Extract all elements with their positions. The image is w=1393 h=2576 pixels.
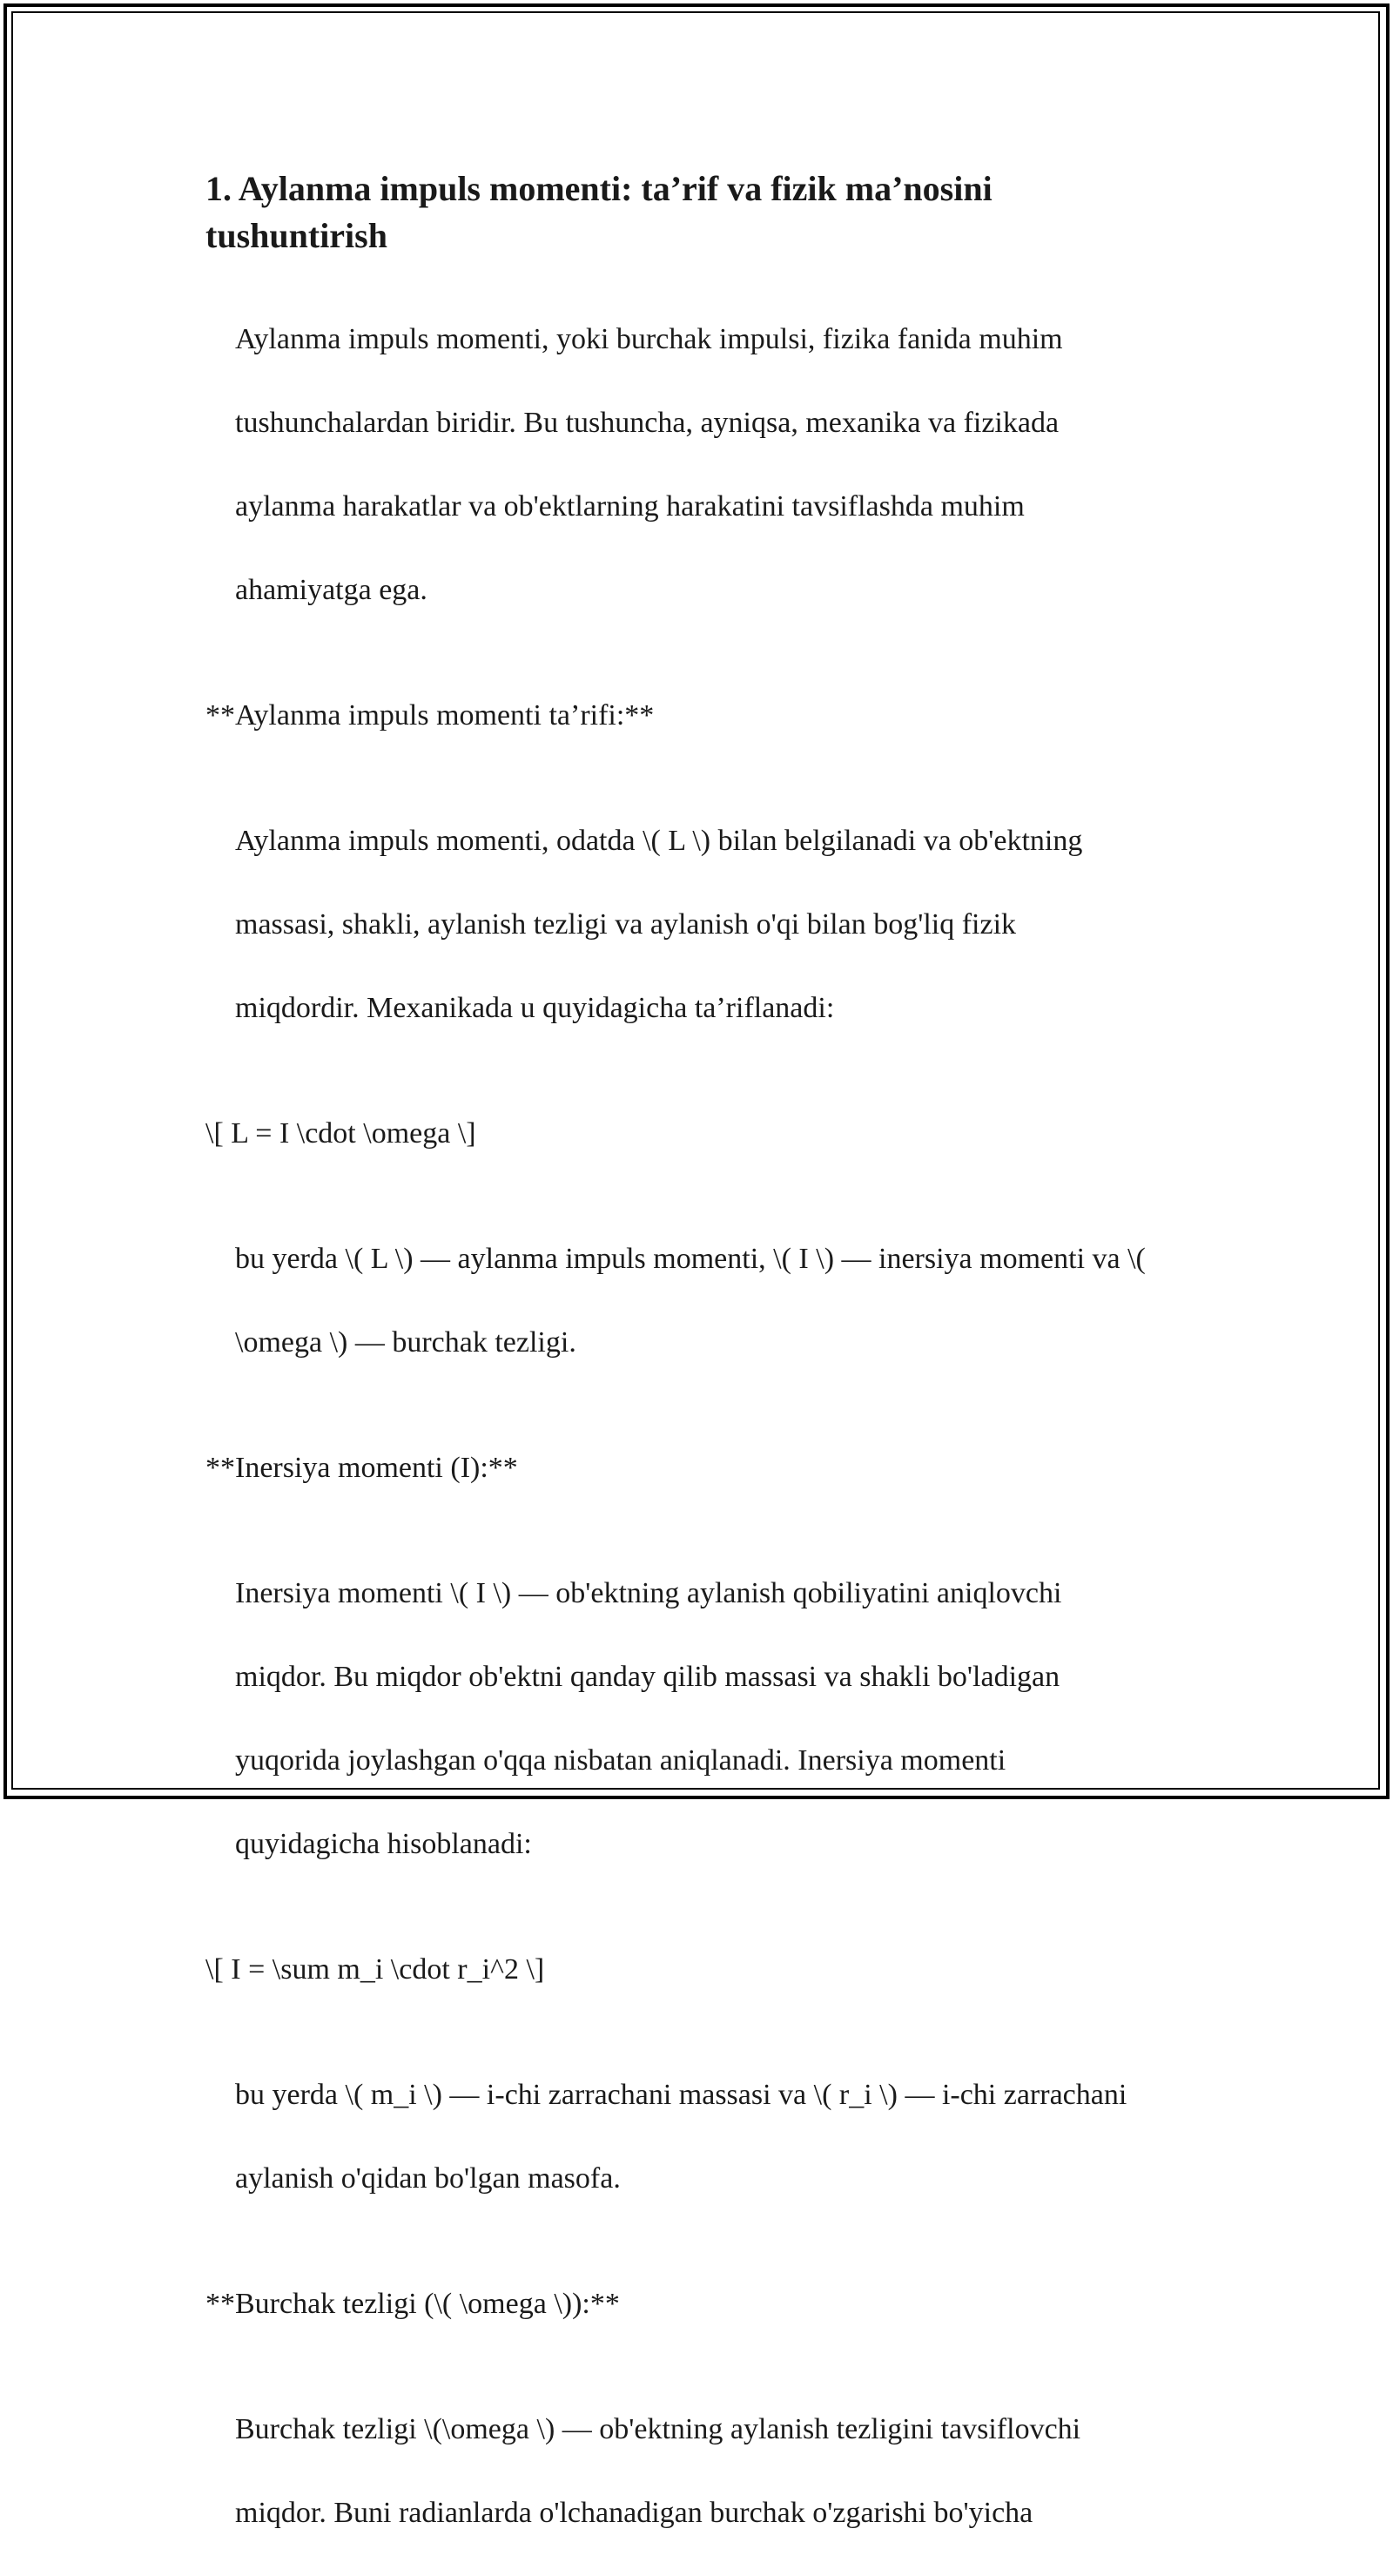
section-heading-line-2: tushuntirish <box>205 216 387 255</box>
angular-velocity-paragraph <box>205 2367 1198 2576</box>
formula-explanation-paragraph <box>205 1197 1198 1406</box>
text-line: bu yerda \( m_i \) — i-chi zarrachani massasi va \( r_i \) — i-chi zarrachani <box>235 2079 1127 2111</box>
text-line: ahamiyatga ega. <box>235 574 427 606</box>
document-body <box>205 165 1198 2576</box>
text-line: quyidagicha hisoblanadi: <box>235 1828 532 1860</box>
angular-velocity-label: **Burchak tezligi (\( \omega \)):** <box>205 2288 620 2320</box>
definition-paragraph <box>205 779 1198 1071</box>
inertia-paragraph <box>205 1531 1198 1907</box>
text-line: Burchak tezligi \(\omega \) — ob'ektning aylanish tezligini tavsiflovchi <box>235 2413 1081 2445</box>
text-line: yuqorida joylashgan o'qqa nisbatan aniqlanadi. Inersiya momenti <box>235 1744 1006 1777</box>
definition-label: **Aylanma impuls momenti ta’rifi:** <box>205 699 655 732</box>
section-heading <box>205 165 1198 260</box>
text-line: Aylanma impuls momenti, odatda \( L \) bilan belgilanadi va ob'ektning <box>235 825 1083 857</box>
text-line: \omega \) — burchak tezligi. <box>235 1326 576 1359</box>
text-line: Aylanma impuls momenti, yoki burchak impulsi, fizika fanida muhim <box>235 323 1063 355</box>
inertia-formula-explanation-paragraph <box>205 2033 1198 2242</box>
inertia-label: **Inersiya momenti (I):** <box>205 1452 518 1484</box>
text-line: bu yerda \( L \) — aylanma impuls momenti, \( I \) — inersiya momenti va \( <box>235 1243 1146 1275</box>
text-line: miqdordir. Mexanikada u quyidagicha ta’riflanadi: <box>235 992 835 1024</box>
text-line: aylanma harakatlar va ob'ektlarning harakatini tavsiflashda muhim <box>235 490 1025 523</box>
text-line: tushunchalardan biridir. Bu tushuncha, ayniqsa, mexanika va fizikada <box>235 407 1060 439</box>
text-line: aylanish o'qidan bo'lgan masofa. <box>235 2162 621 2195</box>
formula-inertia: \[ I = \sum m_i \cdot r_i^2 \] <box>205 1953 545 1986</box>
text-line: massasi, shakli, aylanish tezligi va aylanish o'qi bilan bog'liq fizik <box>235 908 1017 941</box>
text-line: miqdor. Bu miqdor ob'ektni qanday qilib massasi va shakli bo'ladigan <box>235 1661 1060 1693</box>
intro-paragraph <box>205 277 1198 653</box>
text-line: Inersiya momenti \( I \) — ob'ektning aylanish qobiliyatini aniqlovchi <box>235 1577 1062 1609</box>
text-line: miqdor. Buni radianlarda o'lchanadigan burchak o'zgarishi bo'yicha <box>235 2497 1033 2529</box>
section-heading-line-1: 1. Aylanma impuls momenti: ta’rif va fizik ma’nosini <box>205 169 993 208</box>
formula-angular-momentum: \[ L = I \cdot \omega \] <box>205 1117 476 1150</box>
